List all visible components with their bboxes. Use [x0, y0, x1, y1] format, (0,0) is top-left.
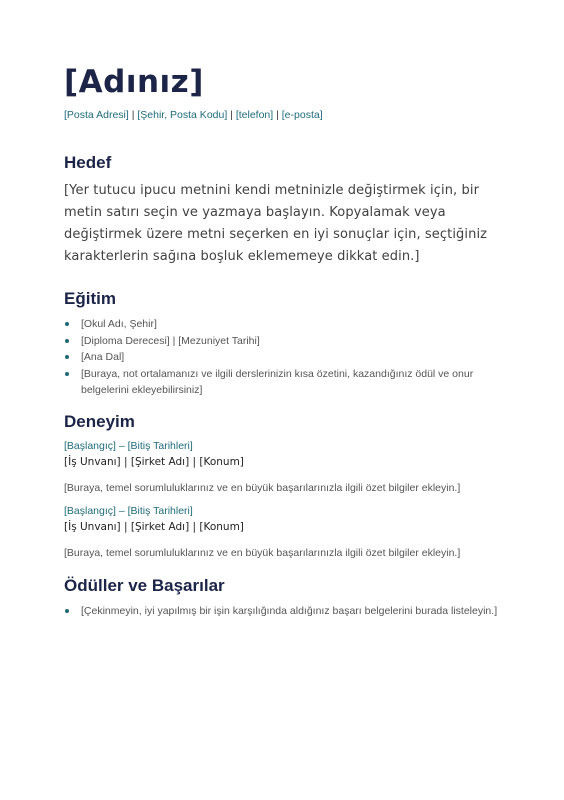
education-heading: Eğitim: [64, 289, 116, 308]
contact-separator: |: [273, 109, 282, 121]
job-dates[interactable]: [64, 439, 504, 454]
contact-line: [64, 108, 504, 122]
bullet-icon: [65, 355, 69, 359]
job-dates[interactable]: [64, 504, 504, 519]
education-item-text: [Diploma Derecesi] | [Mezuniyet Tarihi]: [81, 334, 260, 347]
objective-heading: Hedef: [64, 153, 112, 172]
resume-content: [64, 64, 504, 619]
contact-separator: |: [128, 109, 138, 121]
objective-text[interactable]: [Yer tutucu ipucu metnini kendi metninizle değiştirmek için, bir metin satırı seçin ve yazmaya başlayın. Kopyalamak veya değiştirmek üzere metni seçerken en iyi sonuçlar için, seçtiğiniz karakterlerin sağına boşluk eklememeye dikkat edin.]: [64, 183, 488, 264]
contact-phone[interactable]: [telefon]: [235, 109, 274, 121]
date-dash: –: [115, 439, 128, 452]
education-item-text: [Okul Adı, Şehir]: [81, 318, 157, 330]
education-item[interactable]: [64, 316, 504, 333]
job-end-date: [Bitiş Tarihleri]: [127, 439, 193, 452]
experience-entry: [64, 439, 504, 496]
awards-heading: Ödüller ve Başarılar: [64, 575, 225, 595]
experience-entry: [64, 504, 504, 561]
education-item-text: [Ana Dal]: [81, 351, 125, 363]
education-list: [64, 316, 504, 399]
date-dash: –: [115, 504, 128, 517]
job-start-date: [Başlangıç]: [64, 504, 116, 517]
education-item[interactable]: [64, 366, 504, 399]
contact-separator: |: [227, 109, 236, 121]
job-description[interactable]: [Buraya, temel sorumluluklarınız ve en büyük başarılarınızla ilgili özet bilgiler ekleyin.]: [64, 481, 461, 494]
contact-city-zip[interactable]: [Şehir, Posta Kodu]: [137, 109, 228, 121]
job-title-line[interactable]: [İş Unvanı] | [Şirket Adı] | [Konum]: [64, 520, 244, 533]
bullet-icon: [65, 609, 69, 613]
education-item[interactable]: [64, 333, 504, 350]
award-item[interactable]: [64, 603, 504, 620]
contact-email[interactable]: [e-posta]: [281, 109, 323, 121]
bullet-icon: [65, 372, 69, 376]
job-end-date: [Bitiş Tarihleri]: [127, 504, 193, 517]
job-title-line[interactable]: [İş Unvanı] | [Şirket Adı] | [Konum]: [64, 455, 244, 468]
award-item-text: [Çekinmeyin, iyi yapılmış bir işin karşılığında aldığınız başarı belgelerini burada listeleyin.]: [81, 604, 498, 617]
job-description[interactable]: [Buraya, temel sorumluluklarınız ve en büyük başarılarınızla ilgili özet bilgiler ekleyin.]: [64, 546, 461, 559]
experience-heading: Deneyim: [64, 411, 135, 431]
awards-list: [64, 603, 504, 620]
bullet-icon: [65, 339, 69, 343]
job-start-date: [Başlangıç]: [64, 439, 116, 452]
contact-address[interactable]: [Posta Adresi]: [64, 109, 129, 121]
resume-name[interactable]: [Adınız]: [64, 64, 204, 100]
education-item-text: [Buraya, not ortalamanızı ve ilgili derslerinizin kısa özetini, kazandığınız ödül ve onur belgelerini ekleyebilirsiniz]: [81, 367, 474, 396]
education-item[interactable]: [64, 349, 504, 366]
bullet-icon: [65, 322, 69, 326]
